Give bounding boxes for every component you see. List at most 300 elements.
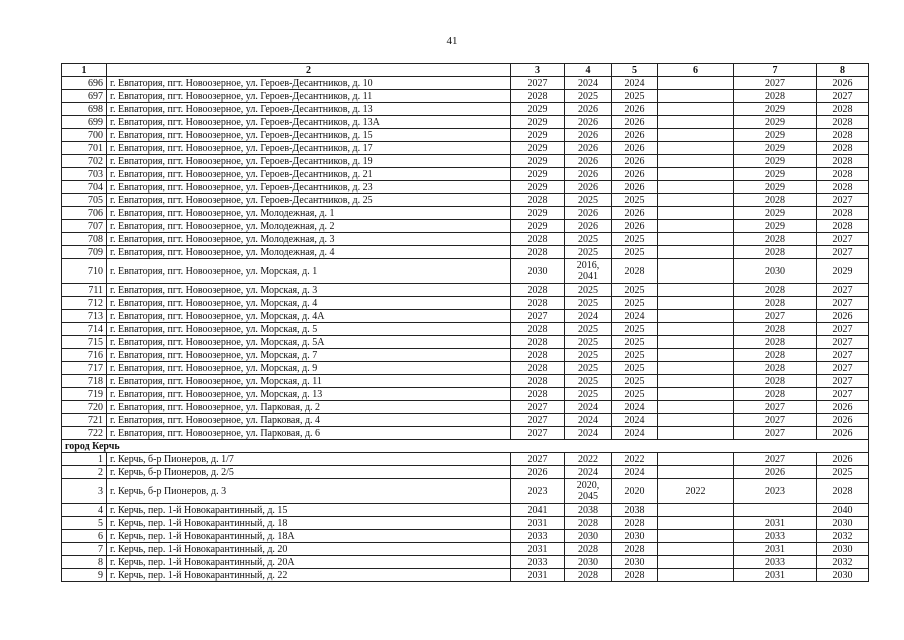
cell-col-8: 2028 (817, 142, 869, 155)
cell-address: г. Евпатория, пгт. Новоозерное, ул. Героев-Десантников, д. 25 (107, 194, 511, 207)
cell-col-4: 2020, 2045 (565, 479, 612, 504)
cell-address: г. Керчь, б-р Пионеров, д. 3 (107, 479, 511, 504)
cell-col-6 (658, 220, 734, 233)
cell-address: г. Керчь, пер. 1-й Новокарантинный, д. 20 (107, 543, 511, 556)
cell-address: г. Евпатория, пгт. Новоозерное, ул. Морская, д. 4А (107, 310, 511, 323)
cell-col-8: 2028 (817, 220, 869, 233)
cell-col-6 (658, 116, 734, 129)
cell-col-8: 2032 (817, 556, 869, 569)
cell-col-5: 2028 (612, 569, 658, 582)
cell-col-7: 2027 (734, 453, 817, 466)
cell-col-6 (658, 207, 734, 220)
cell-col-4: 2025 (565, 297, 612, 310)
cell-col-8: 2028 (817, 479, 869, 504)
cell-number: 722 (62, 427, 107, 440)
table-row (62, 90, 869, 103)
cell-number: 720 (62, 401, 107, 414)
table-row (62, 310, 869, 323)
cell-col-3: 2027 (511, 77, 565, 90)
table-row (62, 116, 869, 129)
cell-col-3: 2028 (511, 375, 565, 388)
cell-col-7: 2028 (734, 246, 817, 259)
cell-col-3: 2031 (511, 517, 565, 530)
cell-col-7: 2031 (734, 517, 817, 530)
cell-number: 721 (62, 414, 107, 427)
cell-col-6 (658, 375, 734, 388)
table-header (62, 64, 869, 77)
cell-col-6 (658, 310, 734, 323)
cell-col-7: 2028 (734, 297, 817, 310)
header-col-1: 1 (62, 64, 107, 77)
cell-col-3: 2029 (511, 142, 565, 155)
cell-col-8: 2040 (817, 504, 869, 517)
cell-col-8: 2026 (817, 414, 869, 427)
cell-col-5: 2025 (612, 323, 658, 336)
cell-col-5: 2028 (612, 517, 658, 530)
cell-number: 717 (62, 362, 107, 375)
table-row (62, 259, 869, 284)
table-row (62, 181, 869, 194)
table-row (62, 414, 869, 427)
cell-col-8: 2027 (817, 375, 869, 388)
cell-number: 714 (62, 323, 107, 336)
cell-col-4: 2024 (565, 466, 612, 479)
cell-col-3: 2028 (511, 362, 565, 375)
cell-col-4: 2026 (565, 103, 612, 116)
cell-col-3: 2030 (511, 259, 565, 284)
cell-number: 698 (62, 103, 107, 116)
cell-address: г. Евпатория, пгт. Новоозерное, ул. Морская, д. 9 (107, 362, 511, 375)
cell-col-3: 2027 (511, 310, 565, 323)
cell-col-8: 2026 (817, 401, 869, 414)
cell-col-4: 2026 (565, 168, 612, 181)
table-row (62, 556, 869, 569)
cell-col-4: 2024 (565, 77, 612, 90)
cell-col-8: 2030 (817, 543, 869, 556)
cell-address: г. Евпатория, пгт. Новоозерное, ул. Молодежная, д. 4 (107, 246, 511, 259)
cell-address: г. Керчь, пер. 1-й Новокарантинный, д. 18 (107, 517, 511, 530)
cell-number: 712 (62, 297, 107, 310)
registry-table (61, 63, 869, 582)
cell-col-8: 2027 (817, 323, 869, 336)
cell-col-6 (658, 543, 734, 556)
cell-col-7: 2029 (734, 155, 817, 168)
cell-col-8: 2026 (817, 310, 869, 323)
cell-col-6 (658, 453, 734, 466)
cell-number: 715 (62, 336, 107, 349)
cell-col-6 (658, 142, 734, 155)
cell-col-8: 2028 (817, 207, 869, 220)
cell-number: 9 (62, 569, 107, 582)
cell-col-7: 2028 (734, 375, 817, 388)
cell-col-6 (658, 427, 734, 440)
cell-address: г. Евпатория, пгт. Новоозерное, ул. Молодежная, д. 2 (107, 220, 511, 233)
cell-col-5: 2024 (612, 77, 658, 90)
cell-address: г. Евпатория, пгт. Новоозерное, ул. Героев-Десантников, д. 10 (107, 77, 511, 90)
cell-number: 716 (62, 349, 107, 362)
cell-col-7: 2033 (734, 556, 817, 569)
cell-col-5: 2030 (612, 530, 658, 543)
cell-address: г. Керчь, пер. 1-й Новокарантинный, д. 18А (107, 530, 511, 543)
cell-col-5: 2028 (612, 259, 658, 284)
cell-col-7: 2028 (734, 90, 817, 103)
cell-col-4: 2025 (565, 336, 612, 349)
cell-col-6 (658, 556, 734, 569)
cell-number: 704 (62, 181, 107, 194)
cell-col-7: 2029 (734, 116, 817, 129)
cell-col-5: 2020 (612, 479, 658, 504)
cell-col-8: 2028 (817, 181, 869, 194)
cell-col-7: 2028 (734, 362, 817, 375)
cell-address: г. Евпатория, пгт. Новоозерное, ул. Героев-Десантников, д. 11 (107, 90, 511, 103)
cell-col-5: 2026 (612, 181, 658, 194)
cell-address: г. Евпатория, пгт. Новоозерное, ул. Героев-Десантников, д. 13 (107, 103, 511, 116)
cell-col-6 (658, 194, 734, 207)
cell-col-5: 2024 (612, 310, 658, 323)
cell-col-5: 2024 (612, 401, 658, 414)
table-body (62, 77, 869, 582)
cell-number: 710 (62, 259, 107, 284)
cell-col-4: 2028 (565, 543, 612, 556)
cell-number: 713 (62, 310, 107, 323)
cell-col-7: 2031 (734, 569, 817, 582)
cell-col-7: 2028 (734, 284, 817, 297)
cell-col-5: 2025 (612, 336, 658, 349)
cell-col-8: 2027 (817, 349, 869, 362)
cell-col-4: 2026 (565, 220, 612, 233)
cell-col-5: 2025 (612, 233, 658, 246)
cell-col-3: 2041 (511, 504, 565, 517)
cell-address: г. Евпатория, пгт. Новоозерное, ул. Морская, д. 5А (107, 336, 511, 349)
cell-col-5: 2025 (612, 362, 658, 375)
page-number: 41 (446, 35, 458, 47)
header-row (62, 64, 869, 77)
cell-col-8: 2028 (817, 129, 869, 142)
cell-col-4: 2028 (565, 569, 612, 582)
cell-col-7: 2028 (734, 349, 817, 362)
cell-col-5: 2024 (612, 414, 658, 427)
cell-col-3: 2029 (511, 168, 565, 181)
cell-col-4: 2026 (565, 116, 612, 129)
cell-col-6 (658, 362, 734, 375)
table-row (62, 375, 869, 388)
cell-col-6 (658, 297, 734, 310)
cell-col-4: 2024 (565, 401, 612, 414)
cell-col-6 (658, 336, 734, 349)
cell-col-8: 2028 (817, 168, 869, 181)
cell-address: г. Евпатория, пгт. Новоозерное, ул. Парковая, д. 2 (107, 401, 511, 414)
cell-col-5: 2026 (612, 220, 658, 233)
table-row (62, 194, 869, 207)
cell-number: 708 (62, 233, 107, 246)
cell-col-3: 2029 (511, 155, 565, 168)
table-row (62, 349, 869, 362)
cell-col-5: 2025 (612, 90, 658, 103)
cell-col-8: 2025 (817, 466, 869, 479)
cell-col-6: 2022 (658, 479, 734, 504)
table-row (62, 466, 869, 479)
cell-col-5: 2026 (612, 142, 658, 155)
cell-address: г. Евпатория, пгт. Новоозерное, ул. Героев-Десантников, д. 19 (107, 155, 511, 168)
cell-col-4: 2025 (565, 246, 612, 259)
cell-number: 8 (62, 556, 107, 569)
cell-col-4: 2025 (565, 375, 612, 388)
cell-col-5: 2024 (612, 427, 658, 440)
cell-col-5: 2026 (612, 155, 658, 168)
cell-col-5: 2025 (612, 246, 658, 259)
cell-address: г. Евпатория, пгт. Новоозерное, ул. Героев-Десантников, д. 13А (107, 116, 511, 129)
cell-col-4: 2025 (565, 349, 612, 362)
cell-col-4: 2025 (565, 233, 612, 246)
cell-address: г. Евпатория, пгт. Новоозерное, ул. Героев-Десантников, д. 23 (107, 181, 511, 194)
cell-number: 1 (62, 453, 107, 466)
table-row (62, 155, 869, 168)
cell-number: 703 (62, 168, 107, 181)
cell-number: 5 (62, 517, 107, 530)
cell-number: 718 (62, 375, 107, 388)
table-row (62, 530, 869, 543)
header-col-4: 4 (565, 64, 612, 77)
cell-col-7: 2028 (734, 194, 817, 207)
cell-col-3: 2027 (511, 414, 565, 427)
cell-address: г. Евпатория, пгт. Новоозерное, ул. Героев-Десантников, д. 17 (107, 142, 511, 155)
cell-col-7 (734, 504, 817, 517)
table-row (62, 77, 869, 90)
cell-address: г. Евпатория, пгт. Новоозерное, ул. Парковая, д. 4 (107, 414, 511, 427)
cell-col-3: 2029 (511, 103, 565, 116)
cell-number: 4 (62, 504, 107, 517)
table-row (62, 233, 869, 246)
cell-col-4: 2016, 2041 (565, 259, 612, 284)
cell-col-8: 2027 (817, 284, 869, 297)
cell-col-6 (658, 233, 734, 246)
cell-col-5: 2026 (612, 103, 658, 116)
cell-col-3: 2029 (511, 181, 565, 194)
cell-col-5: 2025 (612, 297, 658, 310)
cell-col-8: 2027 (817, 90, 869, 103)
section-header-row (62, 440, 869, 453)
cell-address: г. Евпатория, пгт. Новоозерное, ул. Морская, д. 1 (107, 259, 511, 284)
cell-col-5: 2030 (612, 556, 658, 569)
cell-col-8: 2027 (817, 362, 869, 375)
cell-col-6 (658, 414, 734, 427)
cell-col-6 (658, 401, 734, 414)
cell-col-3: 2027 (511, 453, 565, 466)
cell-number: 6 (62, 530, 107, 543)
cell-address: г. Керчь, б-р Пионеров, д. 1/7 (107, 453, 511, 466)
cell-col-7: 2029 (734, 103, 817, 116)
table-row (62, 569, 869, 582)
cell-number: 706 (62, 207, 107, 220)
cell-col-4: 2026 (565, 207, 612, 220)
cell-col-5: 2024 (612, 466, 658, 479)
cell-number: 709 (62, 246, 107, 259)
cell-col-7: 2029 (734, 129, 817, 142)
table-row (62, 543, 869, 556)
cell-col-5: 2026 (612, 207, 658, 220)
cell-col-6 (658, 569, 734, 582)
table-row (62, 246, 869, 259)
cell-col-5: 2025 (612, 349, 658, 362)
cell-number: 3 (62, 479, 107, 504)
cell-col-3: 2031 (511, 543, 565, 556)
cell-col-5: 2038 (612, 504, 658, 517)
cell-col-3: 2029 (511, 116, 565, 129)
cell-number: 7 (62, 543, 107, 556)
cell-col-4: 2026 (565, 129, 612, 142)
cell-col-7: 2028 (734, 323, 817, 336)
cell-col-8: 2026 (817, 453, 869, 466)
cell-col-4: 2025 (565, 284, 612, 297)
cell-col-8: 2027 (817, 194, 869, 207)
table-row (62, 142, 869, 155)
cell-number: 699 (62, 116, 107, 129)
cell-col-5: 2025 (612, 388, 658, 401)
cell-number: 700 (62, 129, 107, 142)
table-row (62, 284, 869, 297)
cell-col-3: 2028 (511, 297, 565, 310)
table-row (62, 207, 869, 220)
header-col-3: 3 (511, 64, 565, 77)
cell-col-7: 2027 (734, 414, 817, 427)
cell-col-5: 2025 (612, 284, 658, 297)
cell-col-7: 2031 (734, 543, 817, 556)
cell-address: г. Евпатория, пгт. Новоозерное, ул. Морская, д. 3 (107, 284, 511, 297)
cell-number: 702 (62, 155, 107, 168)
cell-col-7: 2023 (734, 479, 817, 504)
cell-col-6 (658, 466, 734, 479)
cell-col-4: 2026 (565, 155, 612, 168)
header-col-7: 7 (734, 64, 817, 77)
cell-col-8: 2027 (817, 388, 869, 401)
cell-col-6 (658, 517, 734, 530)
header-col-6: 6 (658, 64, 734, 77)
cell-col-3: 2026 (511, 466, 565, 479)
table-row (62, 168, 869, 181)
cell-col-7: 2029 (734, 220, 817, 233)
cell-col-6 (658, 103, 734, 116)
cell-number: 705 (62, 194, 107, 207)
cell-col-3: 2028 (511, 349, 565, 362)
cell-col-7: 2026 (734, 466, 817, 479)
cell-col-3: 2029 (511, 220, 565, 233)
cell-address: г. Евпатория, пгт. Новоозерное, ул. Морская, д. 7 (107, 349, 511, 362)
cell-number: 697 (62, 90, 107, 103)
cell-col-4: 2025 (565, 323, 612, 336)
cell-number: 2 (62, 466, 107, 479)
cell-number: 696 (62, 77, 107, 90)
table-row (62, 220, 869, 233)
cell-col-4: 2024 (565, 427, 612, 440)
cell-col-8: 2027 (817, 246, 869, 259)
cell-col-6 (658, 259, 734, 284)
cell-col-4: 2025 (565, 388, 612, 401)
cell-address: г. Евпатория, пгт. Новоозерное, ул. Морская, д. 5 (107, 323, 511, 336)
cell-address: г. Евпатория, пгт. Новоозерное, ул. Морская, д. 13 (107, 388, 511, 401)
cell-col-3: 2028 (511, 194, 565, 207)
cell-address: г. Керчь, пер. 1-й Новокарантинный, д. 20А (107, 556, 511, 569)
cell-col-4: 2026 (565, 181, 612, 194)
cell-address: г. Керчь, пер. 1-й Новокарантинный, д. 15 (107, 504, 511, 517)
cell-col-3: 2027 (511, 401, 565, 414)
cell-col-8: 2026 (817, 427, 869, 440)
header-col-8: 8 (817, 64, 869, 77)
cell-col-5: 2025 (612, 375, 658, 388)
cell-col-6 (658, 284, 734, 297)
cell-col-6 (658, 129, 734, 142)
cell-col-5: 2026 (612, 116, 658, 129)
cell-col-5: 2026 (612, 129, 658, 142)
cell-col-8: 2028 (817, 116, 869, 129)
cell-address: г. Керчь, б-р Пионеров, д. 2/5 (107, 466, 511, 479)
cell-col-3: 2027 (511, 427, 565, 440)
cell-col-7: 2027 (734, 310, 817, 323)
cell-col-4: 2025 (565, 362, 612, 375)
table-row (62, 401, 869, 414)
table-row (62, 297, 869, 310)
cell-col-7: 2029 (734, 142, 817, 155)
section-title: город Керчь (62, 440, 869, 453)
cell-address: г. Керчь, пер. 1-й Новокарантинный, д. 22 (107, 569, 511, 582)
cell-address: г. Евпатория, пгт. Новоозерное, ул. Парковая, д. 6 (107, 427, 511, 440)
cell-col-3: 2028 (511, 388, 565, 401)
cell-col-8: 2026 (817, 77, 869, 90)
cell-address: г. Евпатория, пгт. Новоозерное, ул. Героев-Десантников, д. 15 (107, 129, 511, 142)
cell-col-6 (658, 323, 734, 336)
cell-number: 719 (62, 388, 107, 401)
cell-address: г. Евпатория, пгт. Новоозерное, ул. Молодежная, д. 1 (107, 207, 511, 220)
cell-col-5: 2026 (612, 168, 658, 181)
cell-col-3: 2028 (511, 284, 565, 297)
cell-col-8: 2029 (817, 259, 869, 284)
cell-col-5: 2028 (612, 543, 658, 556)
cell-col-7: 2028 (734, 336, 817, 349)
cell-col-7: 2028 (734, 233, 817, 246)
cell-col-8: 2028 (817, 103, 869, 116)
table-row (62, 453, 869, 466)
cell-col-6 (658, 168, 734, 181)
cell-col-7: 2029 (734, 168, 817, 181)
header-col-5: 5 (612, 64, 658, 77)
cell-col-4: 2024 (565, 310, 612, 323)
table-row (62, 427, 869, 440)
cell-col-5: 2022 (612, 453, 658, 466)
header-col-2: 2 (107, 64, 511, 77)
cell-col-6 (658, 181, 734, 194)
cell-col-7: 2033 (734, 530, 817, 543)
cell-col-4: 2030 (565, 530, 612, 543)
table-row (62, 336, 869, 349)
cell-col-8: 2027 (817, 297, 869, 310)
cell-col-4: 2025 (565, 90, 612, 103)
cell-col-6 (658, 155, 734, 168)
table-row (62, 388, 869, 401)
cell-col-4: 2030 (565, 556, 612, 569)
table-row (62, 323, 869, 336)
cell-col-7: 2030 (734, 259, 817, 284)
cell-col-8: 2027 (817, 336, 869, 349)
cell-address: г. Евпатория, пгт. Новоозерное, ул. Морская, д. 4 (107, 297, 511, 310)
table-row (62, 517, 869, 530)
cell-col-3: 2028 (511, 233, 565, 246)
cell-col-3: 2028 (511, 323, 565, 336)
table-row (62, 129, 869, 142)
cell-col-3: 2028 (511, 336, 565, 349)
cell-col-6 (658, 246, 734, 259)
cell-col-7: 2027 (734, 401, 817, 414)
cell-address: г. Евпатория, пгт. Новоозерное, ул. Молодежная, д. 3 (107, 233, 511, 246)
table-row (62, 362, 869, 375)
